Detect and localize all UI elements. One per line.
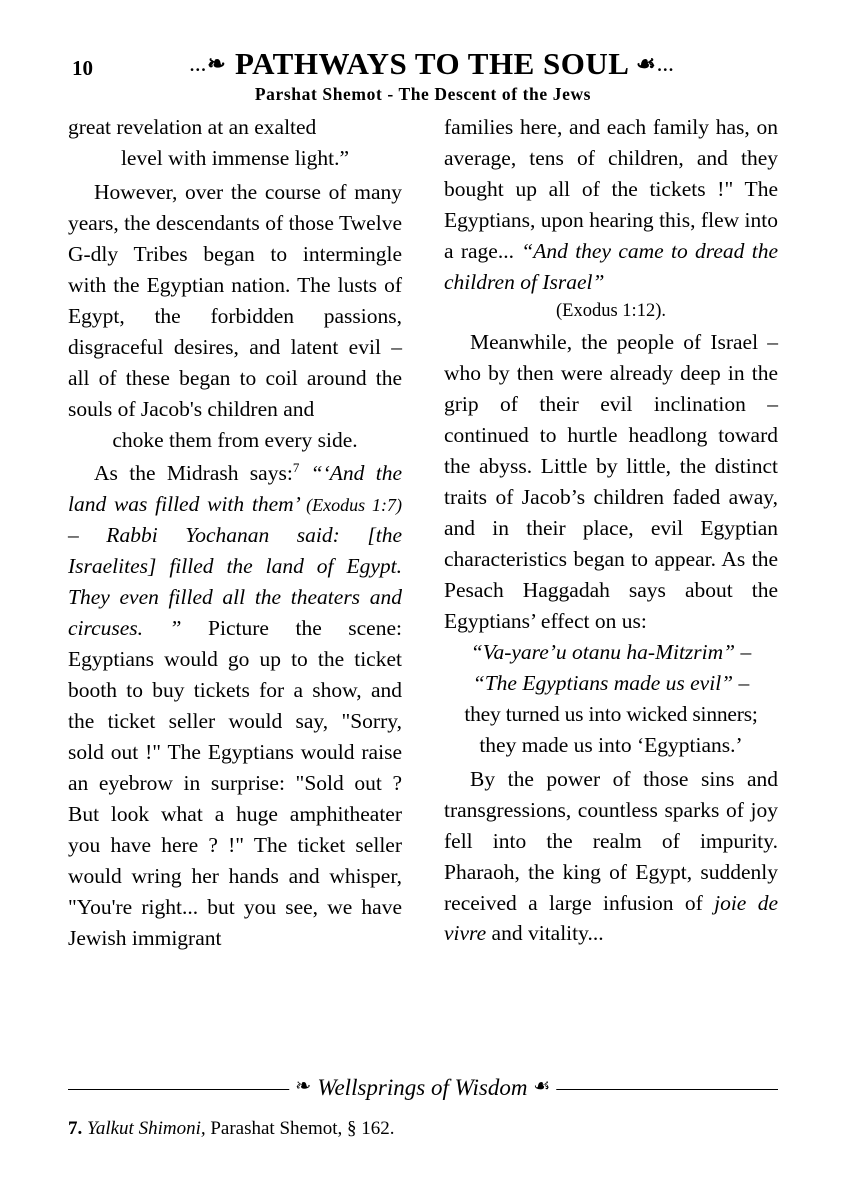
paragraph-however bbox=[68, 177, 402, 456]
sparks-text-a: By the power of those sins and transgressions, countless sparks of joy fell into the realm of impurity. Pharaoh, the king of Egypt, suddenly received a large infusion of bbox=[444, 766, 778, 915]
ornament-banner-left-icon: ❧ bbox=[295, 1076, 312, 1098]
footer-banner bbox=[289, 1075, 556, 1101]
paragraph-however-text: However, over the course of many years, the descendants of those Twelve G-dly Tribes began to intermingle with the Egyptian nation. The lusts of Egypt, the forbidden passions, disgraceful desires, and latent evil – all of these began to coil around the souls of Jacob's children and bbox=[68, 179, 402, 421]
paragraph-continuation bbox=[68, 112, 402, 174]
header-title-wrap bbox=[68, 46, 778, 82]
sparks-italic-phrase: joie de vivre bbox=[444, 890, 778, 946]
page-footer bbox=[68, 1075, 778, 1142]
footnote-marker: 7 bbox=[292, 460, 300, 476]
haggadah-tail: they turned us into wicked sinners; bbox=[464, 701, 758, 726]
page-subtitle: Parshat Shemot - The Descent of the Jews bbox=[254, 84, 592, 104]
families-quote: “And they came to dread the children of Israel” bbox=[444, 238, 778, 294]
families-citation: (Exodus 1:12). bbox=[556, 300, 666, 321]
page-title: PATHWAYS TO THE SOUL bbox=[234, 46, 628, 81]
footnote-number: 7. bbox=[68, 1118, 83, 1140]
page-number: 10 bbox=[72, 56, 93, 80]
midrash-quote-cont: – Rabbi Yochanan said: [the Israelites] filled the land of Egypt. They even filled all the theaters and circuses. ” bbox=[68, 523, 402, 641]
families-text: families here, and each family has, on average, tens of children, and they bought up all of the tickets !" The Egyptians, upon hearing this, flew into a rage... bbox=[444, 115, 778, 263]
footer-rule-row bbox=[68, 1075, 778, 1105]
ornament-banner-right-icon: ☙ bbox=[533, 1076, 551, 1098]
midrash-quote-open: “‘And the land was filled with them’ bbox=[68, 461, 402, 517]
left-column bbox=[68, 112, 402, 957]
haggadah-quote-english: “The Egyptians made us evil” – bbox=[472, 670, 750, 695]
page-header bbox=[68, 46, 778, 104]
paragraph-midrash bbox=[68, 458, 402, 953]
right-column bbox=[444, 112, 778, 957]
body-columns bbox=[68, 112, 778, 957]
paragraph-meanwhile bbox=[444, 327, 778, 760]
paragraph-however-last-line: choke them from every side. bbox=[112, 427, 358, 452]
sparks-text-b: and vitality... bbox=[486, 921, 604, 946]
ornament-left-icon: …❧ bbox=[189, 51, 227, 76]
midrash-citation: (Exodus 1:7) bbox=[306, 495, 402, 516]
footer-banner-text: Wellsprings of Wisdom bbox=[317, 1075, 528, 1101]
footnote-entry bbox=[68, 1117, 778, 1142]
midrash-intro: As the Midrash says: bbox=[94, 461, 293, 486]
haggadah-last-line: they made us into ‘Egyptians.’ bbox=[479, 732, 743, 757]
footnote-source-title: Yalkut Shimoni, bbox=[87, 1118, 206, 1140]
footnote-source-rest: Parashat Shemot, § 162. bbox=[205, 1118, 395, 1140]
paragraph-sparks bbox=[444, 764, 778, 950]
continuation-line-1: great revelation at an exalted bbox=[68, 115, 317, 139]
header-title-block bbox=[189, 46, 674, 82]
ornament-right-icon: ☙… bbox=[635, 51, 675, 76]
meanwhile-text: Meanwhile, the people of Israel – who by then were already deep in the grip of their evil inclination – continued to hurtle headlong toward the abyss. Little by little, the distinct traits of Jacob’s children faded away, and in their place, evil Egyptian characteristics began to appear. As the Pesach Haggadah says about the Egyptians’ effect on us: bbox=[444, 330, 778, 633]
continuation-line-2: level with immense light.” bbox=[120, 145, 350, 170]
paragraph-families bbox=[444, 112, 778, 324]
midrash-commentary: Picture the scene: Egyptians would go up to the ticket booth to buy tickets for a show, and the ticket seller would say, "Sorry, sold out !" The Egyptians would raise an eyebrow in surprise: "Sold out ? But look what a huge amphitheater you have here ? !" The ticket seller would wring her hands and whisper, "You're right... but you see, we have Jewish immigrant bbox=[68, 616, 402, 950]
haggadah-quote-hebrew: “Va-yare’u otanu ha-Mitzrim” – bbox=[470, 639, 752, 664]
